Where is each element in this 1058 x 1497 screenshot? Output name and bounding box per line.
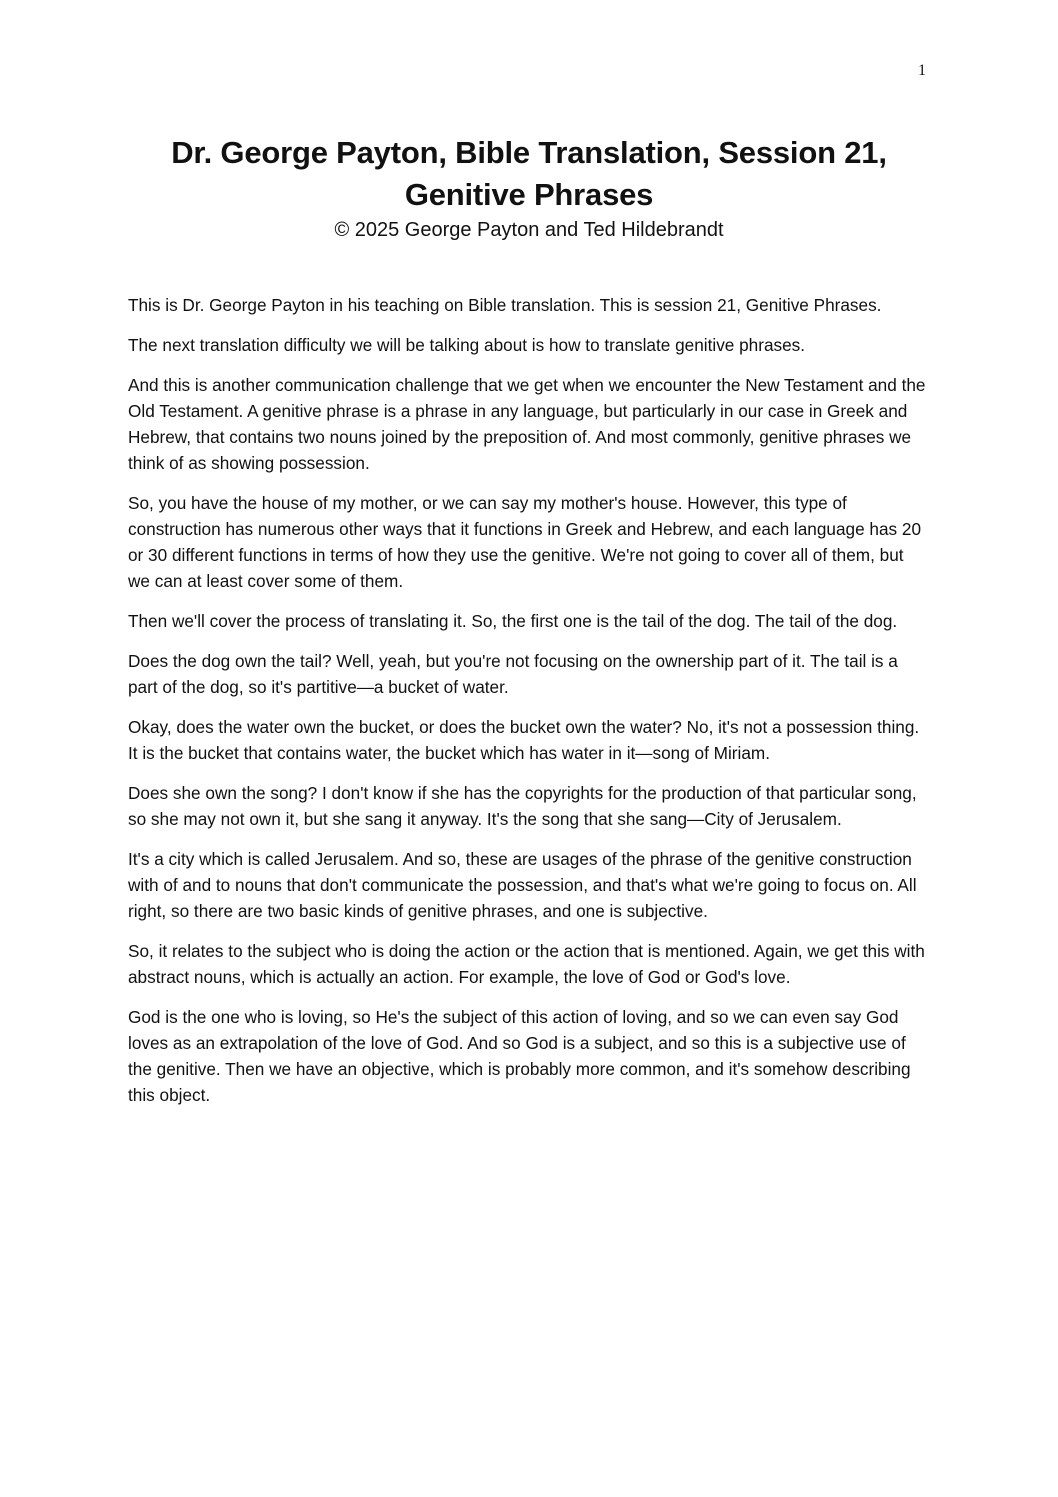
paragraph: God is the one who is loving, so He's the subject of this action of loving, and so we can even say God loves as an extrapolation of the love of God. And so God is a subject, and so this is a subjective use of the genitive. Then we have an objective, which is probably more common, and it's somehow describing this object. [128,1007,911,1105]
paragraph: This is Dr. George Payton in his teaching on Bible translation. This is session 21, Genitive Phrases. [128,295,882,315]
paragraph: So, it relates to the subject who is doing the action or the action that is mentioned. Again, we get this with abstract nouns, which is actually an action. For example, the love of God or God's love. [128,941,925,987]
document-body [128,292,928,1122]
page-number: 1 [918,62,926,79]
paragraph: Then we'll cover the process of translating it. So, the first one is the tail of the dog. The tail of the dog. [128,611,898,631]
document-title: Dr. George Payton, Bible Translation, Session 21, Genitive Phrases [171,135,887,212]
document-header [120,132,938,244]
paragraph: The next translation difficulty we will be talking about is how to translate genitive phrases. [128,335,806,355]
paragraph: Does she own the song? I don't know if she has the copyrights for the production of that particular song, so she may not own it, but she sang it anyway. It's the song that she sang—City of Jerusalem. [128,783,917,829]
paragraph: It's a city which is called Jerusalem. And so, these are usages of the phrase of the genitive construction with of and to nouns that don't communicate the possession, and that's what we're going to focus on. All right, so there are two basic kinds of genitive phrases, and one is subjective. [128,849,917,921]
copyright-line: © 2025 George Payton and Ted Hildebrandt [334,219,724,241]
paragraph: So, you have the house of my mother, or we can say my mother's house. However, this type of construction has numerous other ways that it functions in Greek and Hebrew, and each language has 20 or 30 different functions in terms of how they use the genitive. We're not going to cover all of them, but we can at least cover some of them. [128,493,922,591]
paragraph: And this is another communication challenge that we get when we encounter the New Testament and the Old Testament. A genitive phrase is a phrase in any language, but particularly in our case in Greek and Hebrew, that contains two nouns joined by the preposition of. And most commonly, genitive phrases we think of as showing possession. [128,375,926,473]
paragraph: Does the dog own the tail? Well, yeah, but you're not focusing on the ownership part of it. The tail is a part of the dog, so it's partitive—a bucket of water. [128,651,898,697]
paragraph: Okay, does the water own the bucket, or does the bucket own the water? No, it's not a possession thing. It is the bucket that contains water, the bucket which has water in it—song of Miriam. [128,717,920,763]
